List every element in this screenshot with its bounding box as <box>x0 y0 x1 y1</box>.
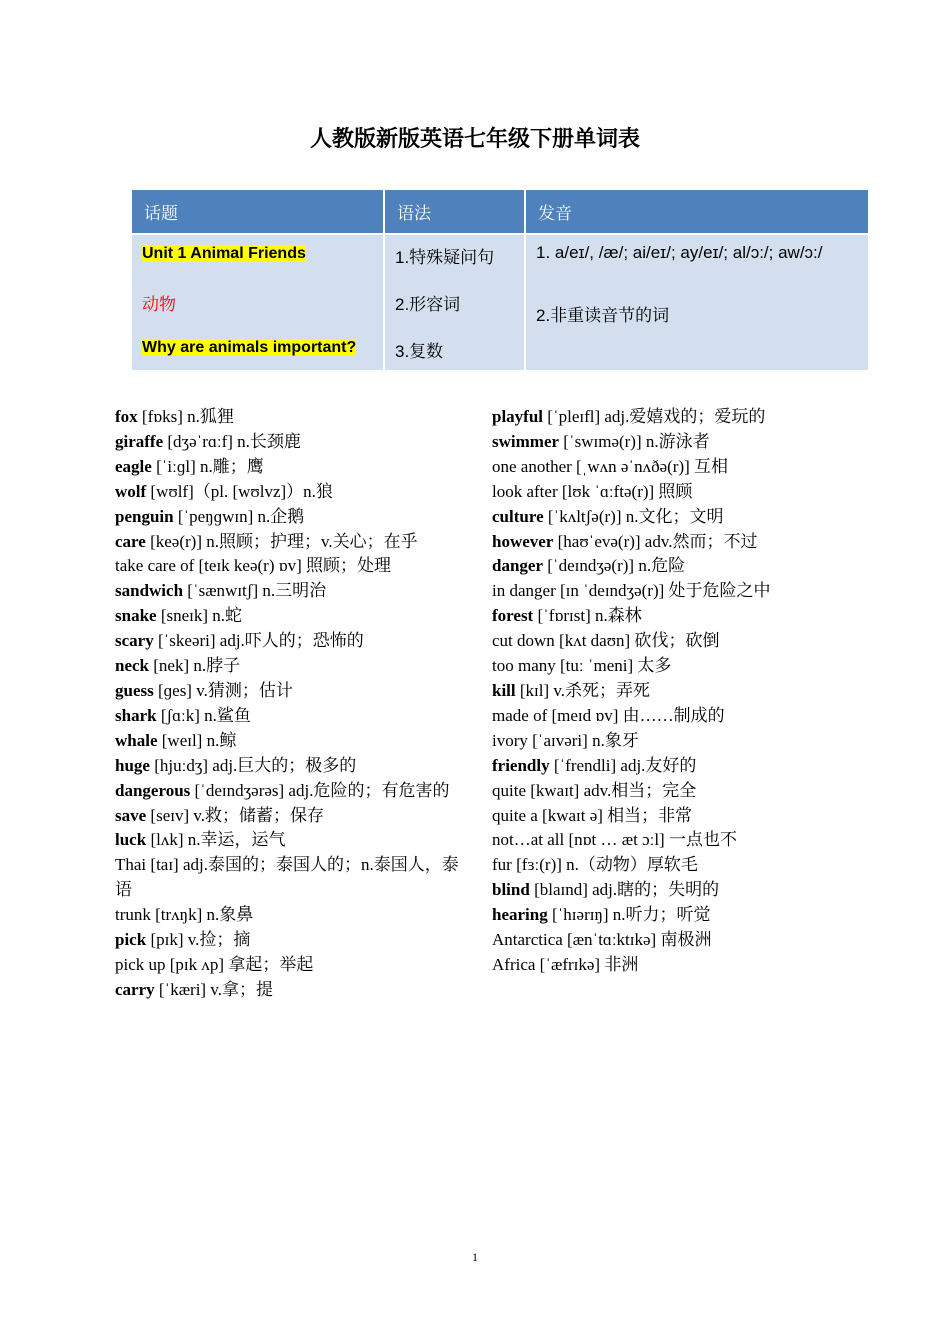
vocab-entry <box>492 579 840 604</box>
vocab-word: swimmer <box>492 431 560 451</box>
vocab-definition: [lʌk] n.幸运，运气 <box>146 830 286 850</box>
vocab-definition: ivory [ˈaɪvəri] n.象牙 <box>492 730 639 750</box>
vocab-definition: [dʒəˈrɑːf] n.长颈鹿 <box>163 431 301 451</box>
vocab-entry <box>492 729 840 754</box>
grammar-cell <box>384 234 525 370</box>
vocab-word: culture <box>492 506 544 526</box>
vocab-definition: [ˈswɪmə(r)] n.游泳者 <box>559 431 710 451</box>
vocab-entry <box>115 804 463 829</box>
vocab-entry <box>492 530 840 555</box>
vocab-definition: [seɪv] v.救；储蓄；保存 <box>146 805 325 825</box>
topic-cell <box>132 234 384 370</box>
vocab-definition: [hjuːdʒ] adj.巨大的；极多的 <box>149 755 357 775</box>
vocab-entry <box>115 828 463 853</box>
pronunciation-item: 1. a/eɪ/, /æ/; ai/eɪ/; ay/eɪ/; al/ɔ:/; aw/ɔ:/ <box>536 243 823 262</box>
vocab-definition: [kɪl] v.杀死；弄死 <box>515 680 651 700</box>
page-title: 人教版新版英语七年级下册单词表 <box>309 127 640 152</box>
vocab-entry <box>492 903 840 928</box>
vocab-entry <box>115 505 463 530</box>
vocab-word: eagle <box>115 456 152 476</box>
vocab-definition: [nek] n.脖子 <box>149 656 241 676</box>
vocab-definition: fur [fɜː(r)] n.（动物）厚软毛 <box>492 855 698 875</box>
vocab-entry <box>115 629 463 654</box>
vocab-definition: [fɒks] n.狐狸 <box>137 407 234 426</box>
vocab-word: hearing <box>492 905 548 925</box>
vocab-definition: [ˈhɪərɪŋ] n.听力；听觉 <box>547 905 711 925</box>
vocab-definition: [ʃɑːk] n.鲨鱼 <box>156 705 251 725</box>
vocab-definition: [blaɪnd] adj.瞎的；失明的 <box>529 880 720 900</box>
vocab-definition: made of [meɪd ɒv] 由……制成的 <box>492 705 725 725</box>
vocab-definition: [ˈpleɪfl] adj.爱嬉戏的；爱玩的 <box>543 407 766 426</box>
vocab-entry <box>492 455 840 480</box>
vocab-definition: [wʊlf]（pl. [wʊlvz]）n.狼 <box>146 481 333 501</box>
unit-overview-table <box>132 190 868 370</box>
vocab-word: luck <box>115 830 147 850</box>
vocab-entry <box>492 505 840 530</box>
grammar-item: 3.复数 <box>395 342 444 361</box>
vocab-list-right <box>492 405 840 978</box>
table-row <box>132 234 868 370</box>
vocab-entry <box>115 729 463 754</box>
vocab-entry <box>115 928 463 953</box>
vocab-entry <box>115 579 463 604</box>
vocab-entry <box>115 953 463 978</box>
grammar-item: 2.形容词 <box>395 295 461 314</box>
vocab-word: snake <box>115 606 157 626</box>
vocab-definition: in danger [ɪn ˈdeɪndʒə(r)] 处于危险之中 <box>492 581 771 601</box>
vocab-entry <box>492 480 840 505</box>
vocab-entry <box>492 779 840 804</box>
vocab-entry <box>115 754 463 779</box>
vocab-word: forest <box>492 606 534 626</box>
vocab-entry <box>492 629 840 654</box>
vocab-entry <box>492 430 840 455</box>
vocab-entry <box>115 554 463 579</box>
table-header-row <box>132 190 868 234</box>
grammar-item: 1.特殊疑问句 <box>395 248 495 267</box>
vocab-entry <box>115 704 463 729</box>
header-topic: 话题 <box>132 190 384 234</box>
unit-question: Why are animals important? <box>142 339 357 356</box>
vocab-entry <box>115 903 463 928</box>
vocab-entry <box>492 928 840 953</box>
vocab-definition: cut down [kʌt daʊn] 砍伐；砍倒 <box>492 631 720 651</box>
vocab-definition: quite a [kwaɪt ə] 相当；非常 <box>492 805 693 825</box>
vocab-word: huge <box>115 755 150 775</box>
vocab-entry <box>492 828 840 853</box>
vocab-entry <box>115 480 463 505</box>
vocab-entry <box>115 853 463 903</box>
vocab-word: dangerous <box>115 780 191 800</box>
vocab-word: whale <box>115 730 158 750</box>
vocab-definition: Thai [taɪ] adj.泰国的；泰国人的；n.泰国人，泰语 <box>115 855 459 900</box>
vocab-word: shark <box>115 705 157 725</box>
vocab-definition: Antarctica [ænˈtɑːktɪkə] 南极洲 <box>492 930 712 950</box>
vocab-definition: [haʊˈevə(r)] adv.然而；不过 <box>553 531 758 551</box>
vocab-word: giraffe <box>115 431 164 451</box>
vocab-definition: [ˈskeəri] adj.吓人的；恐怖的 <box>153 631 364 651</box>
vocab-word: friendly <box>492 755 550 775</box>
vocab-entry <box>492 953 840 978</box>
vocab-entry <box>492 405 840 430</box>
unit-theme: 动物 <box>142 295 176 314</box>
vocab-definition: too many [tuː ˈmeni] 太多 <box>492 656 672 676</box>
vocab-word: penguin <box>115 506 174 526</box>
vocab-definition: [ˈfrendli] adj.友好的 <box>549 755 697 775</box>
vocab-definition: Africa [ˈæfrɪkə] 非洲 <box>492 954 639 974</box>
vocab-entry <box>492 554 840 579</box>
vocab-definition: [ˈkʌltʃə(r)] n.文化；文明 <box>543 506 724 526</box>
vocab-definition: one another [ˌwʌn əˈnʌðə(r)] 互相 <box>492 456 729 476</box>
vocab-definition: [ˈpeŋɡwɪn] n.企鹅 <box>173 506 305 526</box>
vocab-entry <box>115 405 463 430</box>
vocab-entry <box>492 604 840 629</box>
vocab-word: sandwich <box>115 581 184 601</box>
vocab-word: pick <box>115 930 147 950</box>
vocab-entry <box>492 754 840 779</box>
vocab-definition: [ˈiːɡl] n.雕；鹰 <box>151 456 264 476</box>
header-pronunciation: 发音 <box>525 190 868 234</box>
vocab-entry <box>115 604 463 629</box>
vocab-definition: [ˈdeɪndʒərəs] adj.危险的；有危害的 <box>190 780 450 800</box>
vocab-definition: [ˈkæri] v.拿；提 <box>154 979 273 999</box>
vocab-word: wolf <box>115 481 147 501</box>
vocab-entry <box>492 704 840 729</box>
vocab-entry <box>115 654 463 679</box>
vocab-definition: [ɡes] v.猜测；估计 <box>153 680 293 700</box>
vocab-list-left <box>115 405 463 1003</box>
vocab-definition: quite [kwaɪt] adv.相当；完全 <box>492 780 697 800</box>
vocab-entry <box>115 978 463 1003</box>
vocab-word: blind <box>492 880 530 900</box>
vocab-definition: look after [lʊk ˈɑːftə(r)] 照顾 <box>492 481 693 501</box>
unit-title: Unit 1 Animal Friends <box>142 245 306 262</box>
page-number: 1 <box>472 1250 478 1264</box>
vocab-definition: [keə(r)] n.照顾；护理；v.关心；在乎 <box>145 531 418 551</box>
vocab-definition: [ˈfɒrɪst] n.森林 <box>533 606 642 626</box>
vocab-definition: [weɪl] n.鲸 <box>157 730 237 750</box>
pronunciation-cell <box>525 234 868 370</box>
vocab-entry <box>115 779 463 804</box>
vocab-definition: not…at all [nɒt … æt ɔːl] 一点也不 <box>492 830 737 850</box>
vocab-word: care <box>115 531 146 551</box>
vocab-entry <box>115 455 463 480</box>
header-grammar: 语法 <box>384 190 525 234</box>
vocab-word: carry <box>115 979 155 999</box>
vocab-word: save <box>115 805 147 825</box>
vocab-entry <box>115 430 463 455</box>
vocab-entry <box>492 679 840 704</box>
vocab-word: neck <box>115 656 149 676</box>
vocab-definition: pick up [pɪk ʌp] 拿起；举起 <box>115 954 314 974</box>
vocab-definition: take care of [teɪk keə(r) ɒv] 照顾；处理 <box>115 556 392 576</box>
vocab-word: kill <box>492 680 516 700</box>
vocab-entry <box>492 804 840 829</box>
vocab-definition: [ˈdeɪndʒə(r)] n.危险 <box>543 556 686 576</box>
vocab-definition: [sneɪk] n.蛇 <box>156 606 243 626</box>
vocab-word: scary <box>115 631 154 651</box>
vocab-entry <box>115 679 463 704</box>
vocab-word: playful <box>492 407 544 426</box>
vocab-word: danger <box>492 556 543 576</box>
vocab-entry <box>115 530 463 555</box>
pronunciation-item: 2.非重读音节的词 <box>536 306 670 325</box>
vocab-entry <box>492 654 840 679</box>
vocab-word: fox <box>115 407 138 426</box>
vocab-definition: [ˈsænwɪtʃ] n.三明治 <box>183 581 327 601</box>
vocab-word: however <box>492 531 554 551</box>
vocab-word: guess <box>115 680 154 700</box>
vocab-entry <box>492 853 840 878</box>
vocab-definition: trunk [trʌŋk] n.象鼻 <box>115 905 254 925</box>
vocab-entry <box>492 878 840 903</box>
vocab-definition: [pɪk] v.捡；摘 <box>146 930 251 950</box>
